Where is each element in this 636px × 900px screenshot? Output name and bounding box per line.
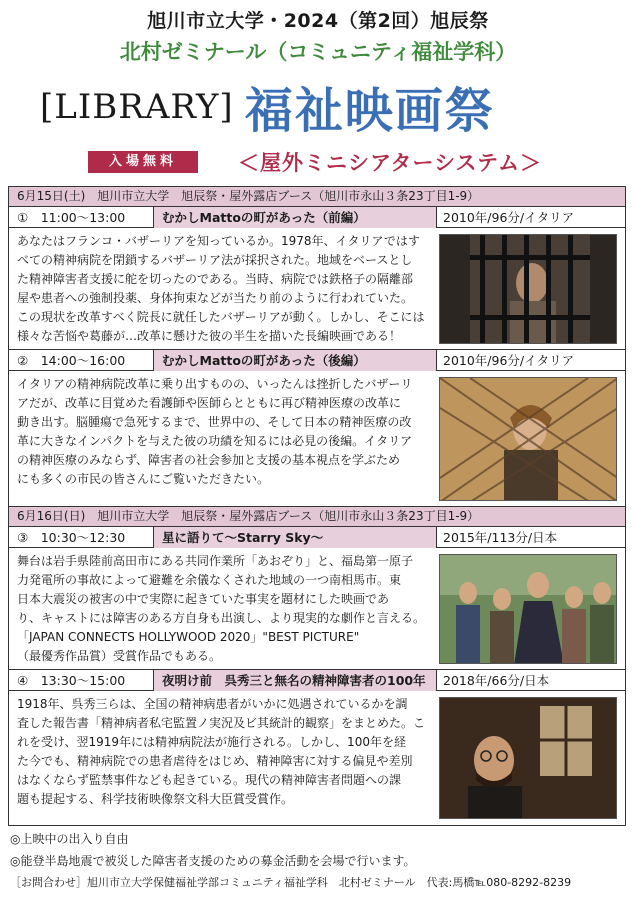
library-label: [LIBRARY]	[40, 86, 234, 127]
program-description	[17, 375, 427, 489]
program-description	[17, 552, 427, 666]
theater-subtitle: ＜屋外ミニシアターシステム＞	[238, 151, 543, 175]
film-still-3	[439, 554, 617, 664]
film-still-1	[439, 234, 617, 344]
desc-line: 1918年、呉秀三らは、全国の精神病患者がいかに処遇されているかを調	[17, 697, 408, 711]
desc-line: べての精神病院を閉鎖するバザーリア法が採択された。地域をベースとし	[17, 253, 413, 267]
note-free-entry: ◎上映中の出入り自由	[10, 832, 129, 846]
program-time: ④ 13:30～15:00	[9, 670, 154, 691]
program-1-header	[9, 207, 625, 228]
desc-line: 動き出す。脳腫瘍で急死するまで、世界中の、そして日本の精神医療の改	[17, 415, 412, 429]
desc-line: た精神障害者支援に舵を切ったのである。当時、病院では鉄格子の隔離部	[17, 272, 414, 286]
desc-line: 査した報告書「精神病者私宅監置ノ実況及ビ其統計的観察」をまとめた。こ	[17, 716, 426, 730]
desc-line: アだが、改革に目覚めた看護師や医師らとともに再び精神医療の改革に	[17, 396, 402, 410]
desc-line: 様々な苦悩や葛藤が…改革に懸けた彼の半生を描いた長編映画である！	[17, 329, 402, 343]
admission-badge: 入場無料	[88, 151, 198, 173]
program-4-body	[9, 691, 625, 825]
desc-line: れを受け、翌1919年には精神病院法が施行される。しかし、100年を経	[17, 735, 406, 749]
desc-line: 題も提起する、科学技術映像祭文科大臣賞受賞作。	[17, 792, 294, 806]
program-3-body	[9, 548, 625, 670]
desc-line: た今でも、精神病院での患者虐待をはじめ、精神障害に対する偏見や差別	[17, 754, 413, 768]
desc-line: にも多くの市民の皆さんにご覧いただきたい。	[17, 472, 270, 486]
program-meta: 2010年/96分/イタリア	[443, 210, 575, 225]
event-title: 旭川市立大学・2024（第2回）旭辰祭	[147, 10, 489, 32]
program-time: ③ 10:30～12:30	[9, 527, 154, 548]
desc-line: り、キャストには障害のある方自身も出演し、より現実的な劇作と言える。	[17, 611, 426, 625]
program-meta: 2018年/66分/日本	[443, 673, 550, 688]
desc-line: 革に大きなインパクトを与えた彼の功績を知るには必見の後編。イタリア	[17, 434, 413, 448]
seminar-name: 北村ゼミナール（コミュニティ福祉学科）	[119, 40, 517, 64]
program-2-body	[9, 371, 625, 507]
festival-heading	[40, 72, 630, 144]
program-2-header	[9, 350, 625, 371]
desc-line: あなたはフランコ・バザーリアを知っているか。1978年、イタリアではす	[17, 234, 420, 248]
desc-line: はなくならず監禁事件なども起きている。現代の精神障害者問題への課	[17, 773, 402, 787]
desc-line: 力発電所の事故によって避難を余儀なくされた地域の一つ南相馬市。東	[17, 573, 402, 587]
program-meta: 2010年/96分/イタリア	[443, 353, 575, 368]
desc-line: の精神医療のみならず、障害者の社会参加と支援の基本視点を学ぶため	[17, 453, 401, 467]
program-3-header	[9, 527, 625, 548]
note-donation: ◎能登半島地震で被災した障害者支援のための募金活動を会場で行います。	[10, 854, 416, 868]
program-4-header	[9, 670, 625, 691]
desc-line: 「JAPAN CONNECTS HOLLYWOOD 2020」"BEST PICTURE"	[17, 630, 360, 644]
program-title: むかしMattoの町があった（後編）	[154, 350, 437, 371]
desc-line: イタリアの精神病院改革に乗り出すものの、いったんは挫折したバザーリ	[17, 377, 413, 391]
program-title: むかしMattoの町があった（前編）	[154, 207, 437, 228]
program-time: ② 14:00～16:00	[9, 350, 154, 371]
program-time: ① 11:00～13:00	[9, 207, 154, 228]
desc-line: 屋や患者への強制投薬、身体拘束などが当たり前のように行われていた。	[17, 291, 414, 305]
program-title: 星に語りて～Starry Sky～	[154, 527, 437, 548]
program-description	[17, 695, 427, 809]
film-still-4	[439, 697, 617, 819]
program-meta: 2015年/113分/日本	[443, 530, 558, 545]
contact-info: ［お問合わせ］旭川市立大学保健福祉学部コミュニティ福祉学科 北村ゼミナール 代表:馬橋℡080-8292-8239	[10, 876, 572, 889]
program-title: 夜明け前 呉秀三と無名の精神障害者の100年	[154, 670, 437, 691]
schedule-table	[8, 186, 626, 826]
program-description	[17, 232, 427, 346]
film-still-2	[439, 377, 617, 501]
festival-title: 福祉映画祭	[244, 83, 495, 139]
desc-line: この現状を改革すべく院長に就任したバザーリアが動く。しかし、そこには	[17, 310, 425, 324]
desc-line: （最優秀作品賞）受賞作品でもある。	[17, 649, 222, 663]
day1-bar: 6月15日(土) 旭川市立大学 旭辰祭・屋外露店ブース（旭川市永山３条23丁目1-9）	[9, 187, 625, 207]
desc-line: 日本大震災の被害の中で実際に起きていた事実を題材にした映画であ	[17, 592, 390, 606]
desc-line: 舞台は岩手県陸前高田市にある共同作業所「あおぞり」と、福島第一原子	[17, 554, 414, 568]
day2-bar: 6月16日(日) 旭川市立大学 旭辰祭・屋外露店ブース（旭川市永山３条23丁目1-9）	[9, 507, 625, 527]
program-1-body	[9, 228, 625, 350]
